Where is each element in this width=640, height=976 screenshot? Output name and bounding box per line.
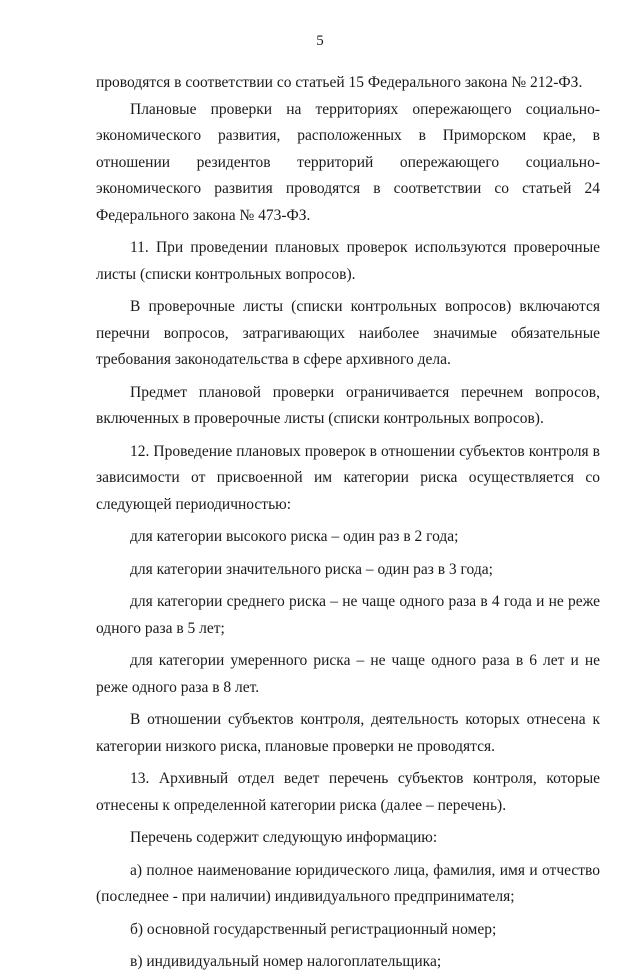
paragraph-checklists: В проверочные листы (списки контрольных вопросов) включаются перечни вопросов, затрагивающих наиболее значимые обязательные требования законодательства в сфере архивного дела. [96,298,600,368]
paragraph-list-contents: Перечень содержит следующую информацию: [130,829,438,846]
paragraph-tor-inspections: Плановые проверки на территориях опережающего социально-экономического развития, расположенных в Приморском крае, в отношении резидентов территорий опережающего социально-экономического развития проводятся в соответствии со статьей 24 Федерального закона № 473-ФЗ. [96,100,600,224]
list-item-high-risk: для категории высокого риска – один раз в 2 года; [130,528,459,545]
paragraph-item-11: 11. При проведении плановых проверок используются проверочные листы (списки контрольных вопросов). [96,239,600,283]
paragraph-item-12: 12. Проведение плановых проверок в отношении субъектов контроля в зависимости от присвоенной им категории риска осуществляется со следующей периодичностью: [96,442,600,513]
paragraph-subject: Предмет плановой проверки ограничивается перечнем вопросов, включенных в проверочные листы (списки контрольных вопросов). [96,383,600,427]
page-number: 5 [316,33,324,49]
list-item-a: а) полное наименование юридического лица, фамилия, имя и отчество (последнее - при наличии) индивидуального предпринимателя; [96,861,600,905]
paragraph-item-13: 13. Архивный отдел ведет перечень субъектов контроля, которые отнесены к определенной категории риска (далее – перечень). [96,770,600,814]
list-item-b: б) основной государственный регистрационный номер; [130,920,497,938]
document-body [96,70,600,976]
list-item-significant-risk: для категории значительного риска – один раз в 3 года; [130,560,493,578]
list-item-moderate-risk: для категории умеренного риска – не чаще одного раза в 6 лет и не реже одного раза в 8 лет. [96,652,600,696]
list-item-medium-risk: для категории среднего риска – не чаще одного раза в 4 года и не реже одного раза в 5 лет; [96,593,600,637]
paragraph-low-risk: В отношении субъектов контроля, деятельность которых отнесена к категории низкого риска, плановые проверки не проводятся. [96,711,600,755]
list-item-c: в) индивидуальный номер налогоплательщика; [130,953,442,970]
paragraph-continuation: проводятся в соответствии со статьей 15 Федерального закона № 212-ФЗ. [96,74,583,91]
